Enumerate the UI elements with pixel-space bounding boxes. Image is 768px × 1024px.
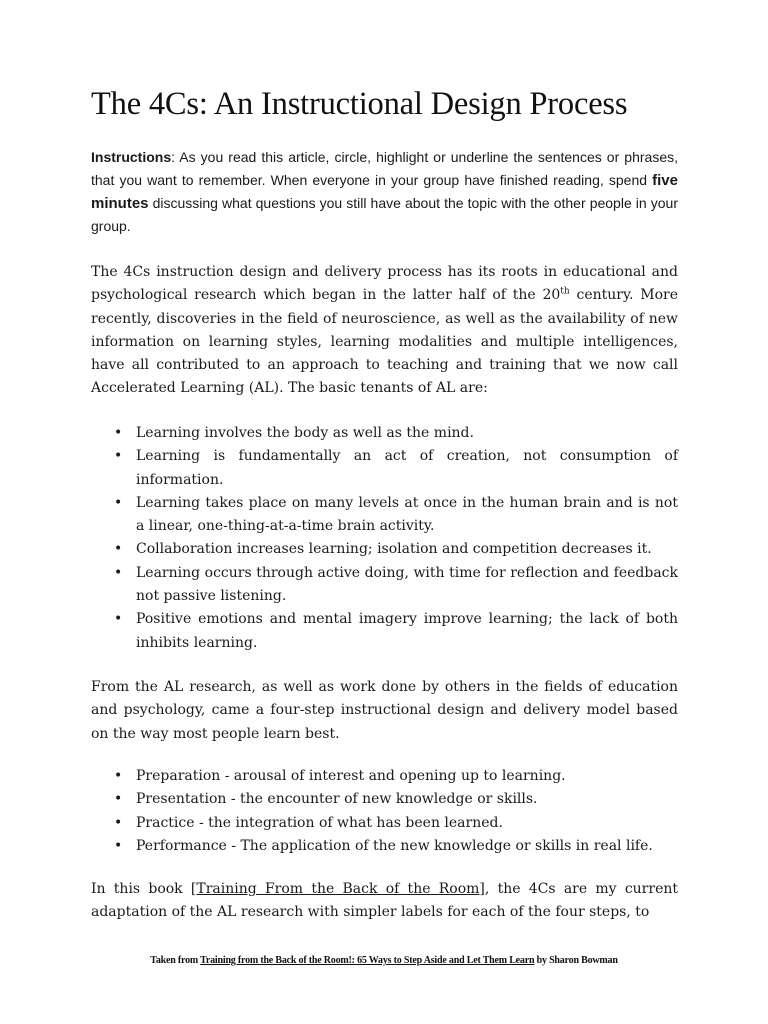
book-paragraph [91, 878, 678, 925]
model-paragraph: From the AL research, as well as work done by others in the fields of education and psychology, came a four-step instructional design and delivery model based on the way most people learn best. [91, 679, 678, 742]
ordinal-superscript: th [560, 286, 570, 297]
list-item [91, 445, 678, 492]
list-item-text: Positive emotions and mental imagery improve learning; the lack of both inhibits learning. [136, 611, 678, 651]
intro-text-2: century. More recently, discoveries in the field of neuroscience, as well as the availability of new information on learning styles, learning modalities and multiple intelligences, have all contributed to an approach to teaching and training that we now call Accelerated Learning (AL). The basic tenants of AL are: [91, 287, 678, 397]
list-item-text: Collaboration increases learning; isolation and competition decreases it. [136, 541, 652, 558]
bullet-icon: • [114, 768, 123, 784]
page-title: The 4Cs: An Instructional Design Process [91, 86, 628, 122]
footer-prefix: Taken from [150, 955, 201, 966]
list-item [91, 422, 678, 445]
instructions-text-1: : As you read this article, circle, highlight or underline the sentences or phrases, that you want to remember. When everyone in your group have finished reading, spend [91, 149, 678, 188]
list-item-text: Performance - The application of the new knowledge or skills in real life. [136, 837, 653, 854]
footer-suffix: by Sharon Bowman [534, 955, 618, 966]
four-steps-list [91, 765, 678, 858]
bullet-icon: • [114, 814, 123, 831]
list-item [91, 812, 678, 835]
bullet-icon: • [114, 837, 123, 854]
list-item-text: Practice - the integration of what has been learned. [136, 814, 503, 831]
list-item-text: Learning occurs through active doing, with time for reflection and feedback not passive listening. [136, 564, 678, 605]
page-footer [0, 955, 768, 966]
book-text-1: In this book [ [91, 881, 197, 897]
list-item-text: Presentation - the encounter of new knowledge or skills. [136, 791, 538, 808]
bullet-icon: • [114, 564, 123, 581]
list-item [91, 538, 678, 561]
intro-paragraph [91, 261, 678, 401]
bullet-icon: • [114, 611, 123, 628]
intro-text-1: The 4Cs instruction design and delivery process has its roots in educational and psychological research which began in the latter half of the 20 [91, 264, 678, 304]
list-item-text: Learning takes place on many levels at once in the human brain and is not a linear, one-thing-at-a-time brain activity. [136, 494, 678, 535]
list-item-text: Preparation - arousal of interest and opening up to learning. [136, 768, 566, 784]
bullet-icon: • [114, 541, 123, 558]
list-item [91, 788, 678, 811]
al-tenets-list [91, 422, 678, 655]
list-item [91, 562, 678, 609]
list-item [91, 608, 678, 655]
list-item [91, 492, 678, 539]
instructions-label: Instructions [91, 149, 172, 165]
instructions-paragraph [91, 146, 678, 238]
instructions-text-2: discussing what questions you still have about the topic with the other people in your group. [91, 195, 678, 234]
book-title-link[interactable]: Training From the Back of the Room [196, 881, 480, 897]
bullet-icon: • [114, 494, 123, 511]
instructions-bold-phrase: five minutes [91, 172, 678, 212]
list-item [91, 835, 678, 858]
list-item [91, 765, 678, 788]
footer-book-title: Training from the Back of the Room!: 65 Ways to Step Aside and Let Them Learn [200, 955, 535, 966]
book-text-2: ], the 4Cs are my current adaptation of the AL research with simpler labels for each of the four steps, to [91, 881, 678, 921]
bullet-icon: • [114, 425, 123, 441]
list-item-text: Learning is fundamentally an act of creation, not consumption of information. [136, 448, 678, 488]
bullet-icon: • [114, 448, 123, 465]
list-item-text: Learning involves the body as well as the mind. [136, 425, 474, 441]
bullet-icon: • [114, 791, 123, 808]
